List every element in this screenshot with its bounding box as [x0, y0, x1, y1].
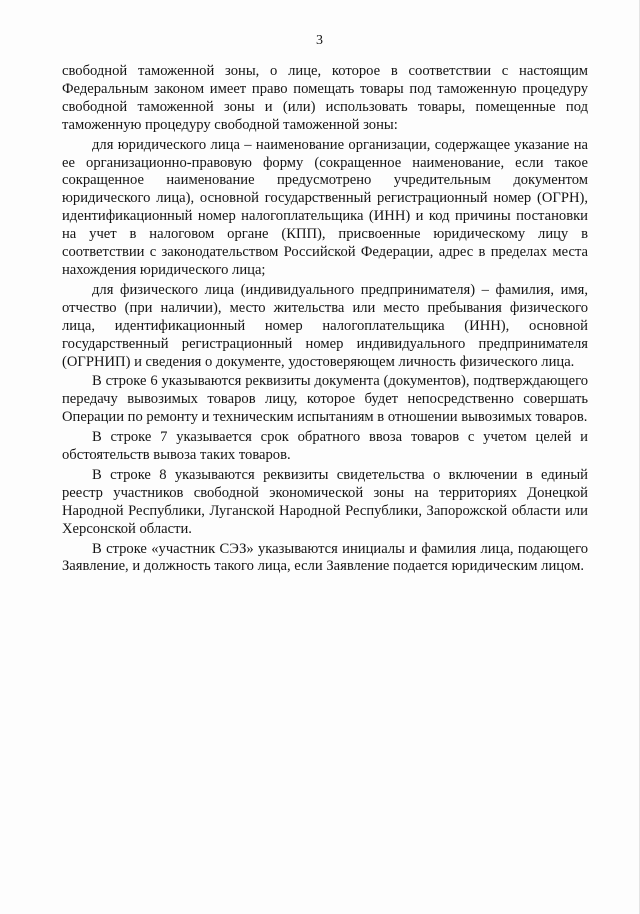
document-body — [62, 63, 588, 578]
paragraph-legal-entity: для юридического лица – наименование организации, содержащее указание на ее организационно-правовую форму (сокращенное наименование, если такое сокращенное наименование предусмотрено учредительным документом юридического лица), основной государственный регистрационный номер (ОГРН), идентификационный номер налогоплательщика (ИНН) и код причины постановки на учет в налоговом органе (КПП), присвоенные юридическому лицу в соответствии с законодательством Российской Федерации, адрес в пределах места нахождения юридического лица; — [62, 136, 588, 278]
paragraph-line-8: В строке 8 указываются реквизиты свидетельства о включении в единый реестр участников свободной экономической зоны на территориях Донецкой Народной Республики, Луганской Народной Республики, Запорожской области или Херсонской области. — [62, 466, 588, 537]
paragraph-line-7: В строке 7 указывается срок обратного ввоза товаров с учетом целей и обстоятельств вывоза таких товаров. — [62, 429, 588, 464]
paragraph-individual: для физического лица (индивидуального предпринимателя) – фамилия, имя, отчество (при наличии), место жительства или место пребывания физического лица, идентификационный номер налогоплательщика (ИНН), основной государственный регистрационный номер индивидуального предпринимателя (ОГРНИП) и сведения о документе, удостоверяющем личность физического лица. — [62, 281, 588, 370]
paragraph-line-6: В строке 6 указываются реквизиты документа (документов), подтверждающего передачу вывозимых товаров лицу, которое будет непосредственно совершать Операции по ремонту и техническим испытаниям в отношении вывозимых товаров. — [62, 373, 588, 426]
page-number: 3 — [316, 33, 323, 48]
paragraph-continuation: свободной таможенной зоны, о лице, которое в соответствии с настоящим Федеральным законом имеет право помещать товары под таможенную процедуру свободной таможенной зоны и (или) использовать товары, помещенные под таможенную процедуру свободной таможенной зоны: — [62, 63, 588, 133]
paragraph-participant: В строке «участник СЭЗ» указываются инициалы и фамилия лица, подающего Заявление, и должность такого лица, если Заявление подается юридическим лицом. — [62, 540, 588, 575]
